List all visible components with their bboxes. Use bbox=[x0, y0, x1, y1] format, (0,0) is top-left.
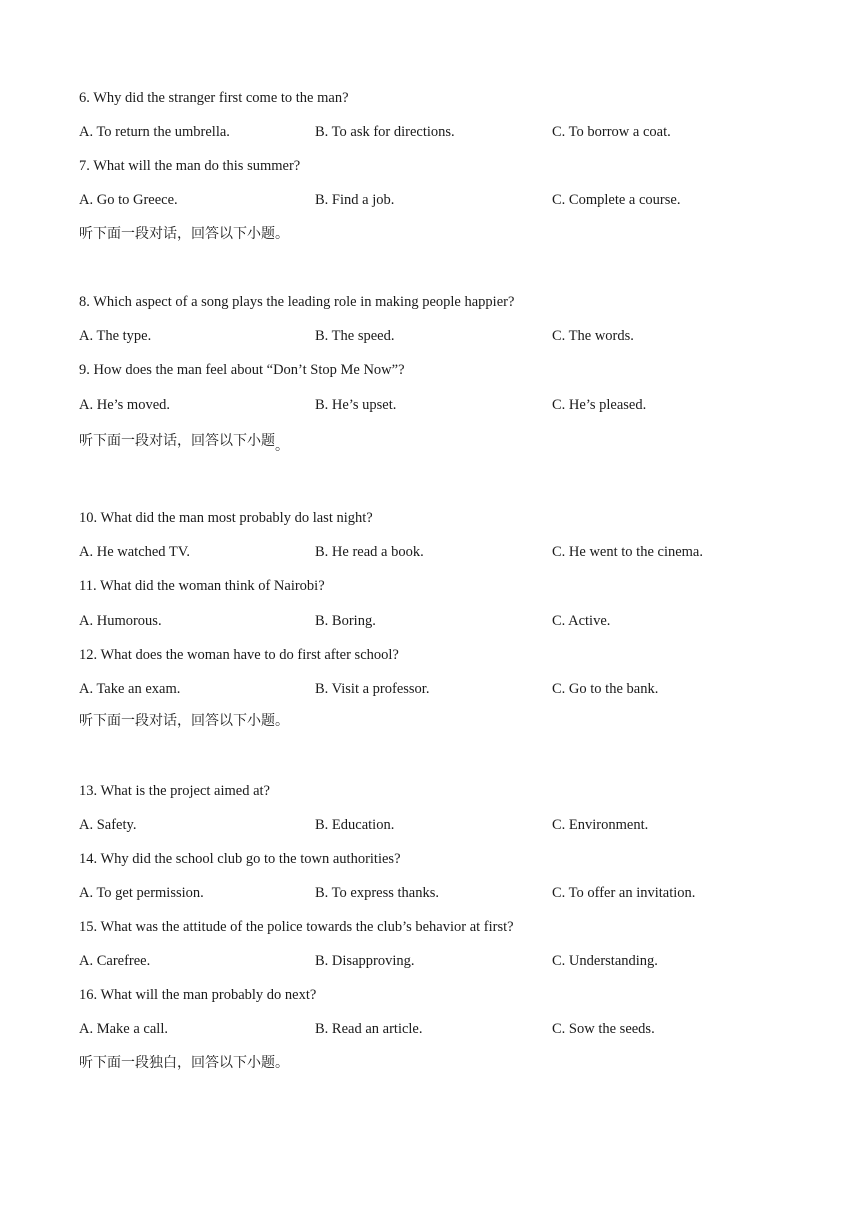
q9-option-c: C. He’s pleased. bbox=[552, 397, 647, 413]
q16-option-a: A. Make a call. bbox=[79, 1021, 168, 1037]
q14-option-c: C. To offer an invitation. bbox=[552, 885, 696, 901]
q12-option-c: C. Go to the bank. bbox=[552, 681, 659, 697]
q7-option-c: C. Complete a course. bbox=[552, 192, 681, 208]
q16-option-c: C. Sow the seeds. bbox=[552, 1021, 655, 1037]
question-6: 6. Why did the stranger first come to the man? bbox=[79, 90, 349, 106]
q8-option-c: C. The words. bbox=[552, 328, 634, 344]
q9-option-a: A. He’s moved. bbox=[79, 397, 171, 413]
q10-option-b: B. He read a book. bbox=[315, 544, 424, 560]
question-10: 10. What did the man most probably do last night? bbox=[79, 510, 373, 526]
q10-option-c: C. He went to the cinema. bbox=[552, 544, 703, 560]
q11-option-c: C. Active. bbox=[552, 613, 611, 629]
q7-option-b: B. Find a job. bbox=[315, 192, 395, 208]
instruction-dialogue-1: 听下面一段对话，回答以下小题。 bbox=[79, 226, 289, 242]
q10-option-a: A. He watched TV. bbox=[79, 544, 191, 560]
question-16: 16. What will the man probably do next? bbox=[79, 987, 317, 1003]
instruction-dialogue-3: 听下面一段对话，回答以下小题。 bbox=[79, 713, 289, 729]
q9-option-b: B. He’s upset. bbox=[315, 397, 397, 413]
q8-option-a: A. The type. bbox=[79, 328, 152, 344]
q13-option-a: A. Safety. bbox=[79, 817, 137, 833]
instruction-dialogue-2 bbox=[79, 432, 289, 454]
q16-option-b: B. Read an article. bbox=[315, 1021, 423, 1037]
q13-option-c: C. Environment. bbox=[552, 817, 649, 833]
question-15: 15. What was the attitude of the police towards the club’s behavior at first? bbox=[79, 919, 514, 935]
q11-option-a: A. Humorous. bbox=[79, 613, 162, 629]
question-8: 8. Which aspect of a song plays the leading role in making people happier? bbox=[79, 294, 515, 310]
instruction-dialogue-2-text: 听下面一段对话，回答以下小题 bbox=[79, 433, 275, 449]
question-14: 14. Why did the school club go to the town authorities? bbox=[79, 851, 401, 867]
q15-option-b: B. Disapproving. bbox=[315, 953, 415, 969]
question-11: 11. What did the woman think of Nairobi? bbox=[79, 578, 325, 594]
q11-option-b: B. Boring. bbox=[315, 613, 376, 629]
question-13: 13. What is the project aimed at? bbox=[79, 783, 270, 799]
question-7: 7. What will the man do this summer? bbox=[79, 158, 301, 174]
instruction-monologue: 听下面一段独白，回答以下小题。 bbox=[79, 1055, 289, 1071]
q6-option-a: A. To return the umbrella. bbox=[79, 124, 230, 140]
q15-option-c: C. Understanding. bbox=[552, 953, 658, 969]
q14-option-a: A. To get permission. bbox=[79, 885, 204, 901]
q15-option-a: A. Carefree. bbox=[79, 953, 151, 969]
question-12: 12. What does the woman have to do first after school? bbox=[79, 647, 399, 663]
q13-option-b: B. Education. bbox=[315, 817, 395, 833]
question-9: 9. How does the man feel about “Don’t Stop Me Now”? bbox=[79, 362, 405, 378]
instruction-dialogue-2-period: 。 bbox=[275, 438, 289, 454]
q8-option-b: B. The speed. bbox=[315, 328, 395, 344]
q6-option-b: B. To ask for directions. bbox=[315, 124, 455, 140]
q12-option-a: A. Take an exam. bbox=[79, 681, 181, 697]
q7-option-a: A. Go to Greece. bbox=[79, 192, 178, 208]
q6-option-c: C. To borrow a coat. bbox=[552, 124, 671, 140]
q12-option-b: B. Visit a professor. bbox=[315, 681, 430, 697]
q14-option-b: B. To express thanks. bbox=[315, 885, 439, 901]
